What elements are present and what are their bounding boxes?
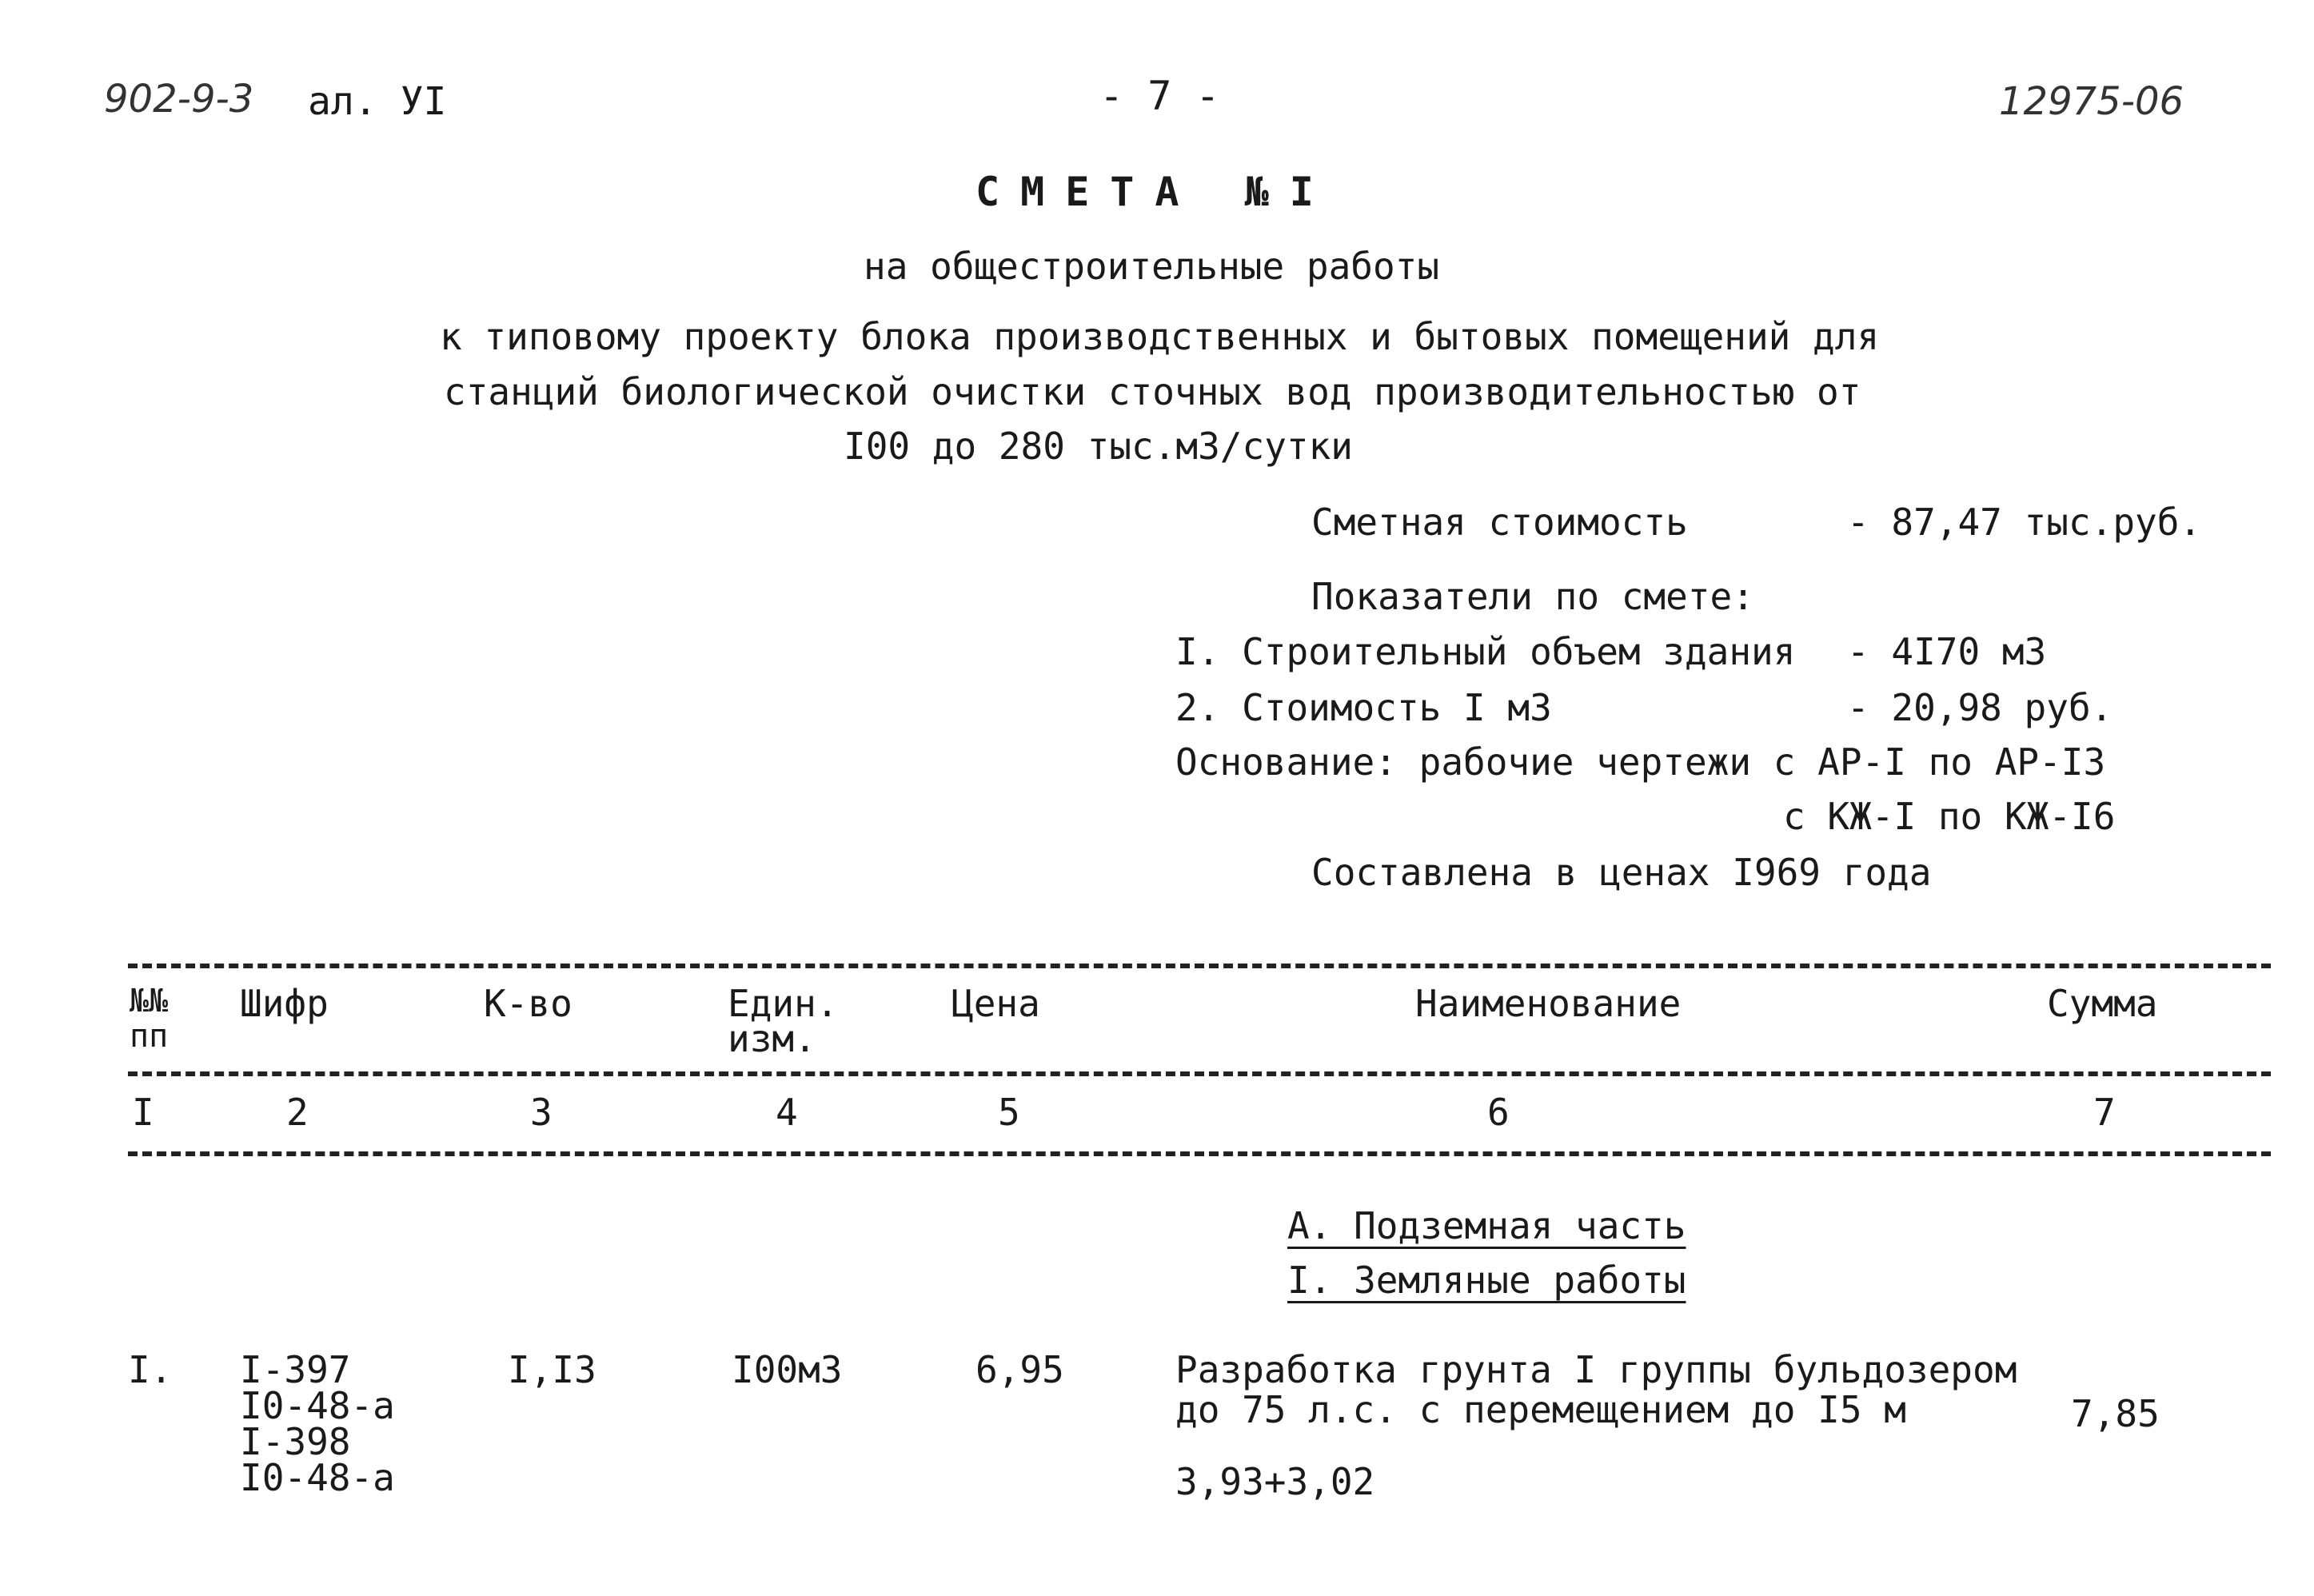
header-unit-sub: изм.	[728, 1017, 816, 1060]
header-unit: Един.	[728, 982, 839, 1025]
estimated-cost-label: Сметная стоимость	[1311, 501, 1688, 544]
indicator-volume-value: - 4I70 м3	[1847, 630, 2047, 673]
prices-note: Составлена в ценах I969 года	[1311, 851, 1932, 894]
series-number: 902-9-3	[104, 77, 254, 122]
row-code-3: I-398	[240, 1420, 351, 1463]
col-number-6: 6	[1487, 1091, 1510, 1134]
col-number-3: 3	[530, 1091, 553, 1134]
estimate-description-line3: I00 до 280 тыс.м3/сутки	[844, 425, 1353, 468]
indicator-unit-cost-value: - 20,98 руб.	[1847, 686, 2113, 729]
section-1-text: I. Земляные работы	[1287, 1259, 1686, 1302]
page-number: - 7 -	[1099, 73, 1220, 119]
table-colnum-rule	[128, 1151, 2271, 1156]
row-number: I.	[128, 1348, 173, 1391]
indicators-label: Показатели по смете:	[1311, 575, 1754, 618]
row-name-line2: до 75 л.с. с перемещением до I5 м	[1175, 1388, 1906, 1431]
header-code: Шифр	[240, 982, 329, 1025]
section-heading-1	[1287, 1259, 1686, 1302]
col-number-7: 7	[2093, 1091, 2116, 1134]
section-a-text: А. Подземная часть	[1287, 1204, 1686, 1247]
col-number-5: 5	[998, 1091, 1020, 1134]
row-unit: I00м3	[732, 1348, 843, 1391]
header-sum: Сумма	[2047, 982, 2158, 1025]
row-price: 6,95	[975, 1348, 1064, 1391]
table-top-rule	[128, 964, 2271, 968]
indicator-unit-cost-label: 2. Стоимость I м3	[1175, 686, 1552, 729]
estimate-title: СМЕТА №I	[975, 169, 1335, 215]
basis-line1: Основание: рабочие чертежи с АР-I по АР-I3	[1175, 740, 2106, 784]
basis-line2: с КЖ-I по КЖ-I6	[1783, 795, 2116, 838]
row-code-4: I0-48-а	[240, 1456, 395, 1499]
row-name-line1: Разработка грунта I группы бульдозером	[1175, 1348, 2017, 1391]
header-name: Наименование	[1415, 982, 1682, 1025]
row-code-2: I0-48-а	[240, 1384, 395, 1427]
header-qty: К-во	[484, 982, 573, 1025]
header-num: №№	[130, 983, 169, 1019]
col-number-2: 2	[286, 1091, 309, 1134]
col-number-4: 4	[776, 1091, 798, 1134]
indicator-volume-label: I. Строительный объем здания	[1175, 630, 1796, 673]
col-number-1: I	[132, 1091, 154, 1134]
row-quantity: I,I3	[508, 1348, 596, 1391]
table-header-rule	[128, 1071, 2271, 1076]
estimated-cost-value: - 87,47 тыс.руб.	[1847, 501, 2202, 544]
doc-code: 12975-06	[1999, 79, 2184, 124]
row-code-1: I-397	[240, 1348, 351, 1391]
row-formula: 3,93+3,02	[1175, 1460, 1375, 1503]
estimate-description-line1: к типовому проекту блока производственных и бытовых помещений для	[440, 315, 1880, 358]
estimate-subtitle: на общестроительные работы	[864, 245, 1440, 288]
section-heading-a	[1287, 1204, 1686, 1247]
album-number: ал. УI	[308, 79, 447, 124]
row-sum: 7,85	[2071, 1392, 2160, 1435]
header-num-sub: пп	[130, 1018, 169, 1055]
estimate-description-line2: станций биологической очистки сточных вод производительностью от	[444, 370, 1861, 413]
header-price: Цена	[952, 982, 1040, 1025]
